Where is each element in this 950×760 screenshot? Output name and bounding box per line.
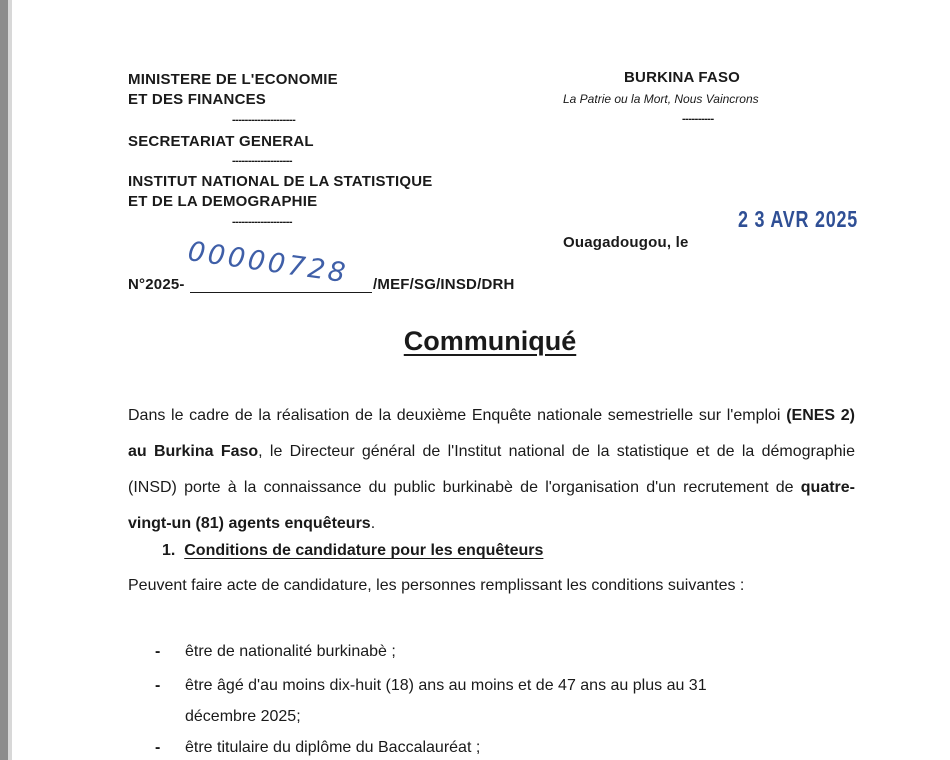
secretariat-name: SECRETARIAT GENERAL <box>128 133 314 150</box>
intro-text-2: , le Directeur général de l'Institut national de la statistique et de la démographie (INSD) porte à la connaissance du public burkinabè de l'organisation d'un recrutement de <box>128 443 855 496</box>
section-heading <box>162 542 543 560</box>
section-title: Conditions de candidature pour les enquêteurs <box>184 542 544 559</box>
list-item-continuation: décembre 2025; <box>185 708 301 725</box>
institute-name-line2: ET DE LA DEMOGRAPHIE <box>128 193 318 210</box>
header-separator: ------------------- <box>232 216 293 228</box>
document-title-text: Communiqué <box>403 326 577 356</box>
reference-prefix: N°2025- <box>128 276 185 293</box>
bullet-marker: - <box>155 739 161 756</box>
intro-text-3: . <box>370 515 376 532</box>
section-number: 1. <box>162 542 176 559</box>
bullet-marker: - <box>155 643 161 660</box>
place-date-label: Ouagadougou, le <box>563 234 689 251</box>
date-stamp: 2 3 AVR 2025 <box>738 206 859 232</box>
country-name: BURKINA FASO <box>624 69 741 86</box>
reference-underline <box>190 292 372 293</box>
list-item <box>155 643 396 661</box>
handwritten-reference-number: 00000728 <box>185 236 351 290</box>
intro-bold-survey: (ENES 2) au Burkina Faso <box>128 407 856 460</box>
list-item <box>155 739 480 757</box>
national-motto: La Patrie ou la Mort, Nous Vaincrons <box>563 92 759 106</box>
section-paragraph: Peuvent faire acte de candidature, les personnes remplissant les conditions suivantes : <box>128 577 745 594</box>
header-separator: -------------------- <box>232 114 296 126</box>
document-title <box>0 326 950 357</box>
ministry-name-line2: ET DES FINANCES <box>128 91 267 108</box>
ministry-name-line1: MINISTERE DE L'ECONOMIE <box>128 71 338 88</box>
intro-bold-agents: quatre-vingt-un (81) agents enquêteurs <box>128 479 855 532</box>
institute-name-line1: INSTITUT NATIONAL DE LA STATISTIQUE <box>128 173 433 190</box>
list-item <box>155 677 707 695</box>
intro-paragraph <box>128 398 855 542</box>
bullet-marker: - <box>155 677 161 694</box>
page-left-shadow <box>0 0 8 760</box>
header-separator: ------------------- <box>232 155 293 167</box>
list-item-text: être de nationalité burkinabè ; <box>185 643 396 660</box>
header-separator: ---------- <box>682 113 714 125</box>
page-left-edge <box>8 0 12 760</box>
list-item-text: être âgé d'au moins dix-huit (18) ans au moins et de 47 ans au plus au 31 <box>185 677 707 694</box>
reference-suffix: /MEF/SG/INSD/DRH <box>373 276 515 293</box>
intro-text-1: Dans le cadre de la réalisation de la deuxième Enquête nationale semestrielle sur l'emploi <box>128 407 787 424</box>
list-item-text: être titulaire du diplôme du Baccalauréat ; <box>185 739 481 756</box>
